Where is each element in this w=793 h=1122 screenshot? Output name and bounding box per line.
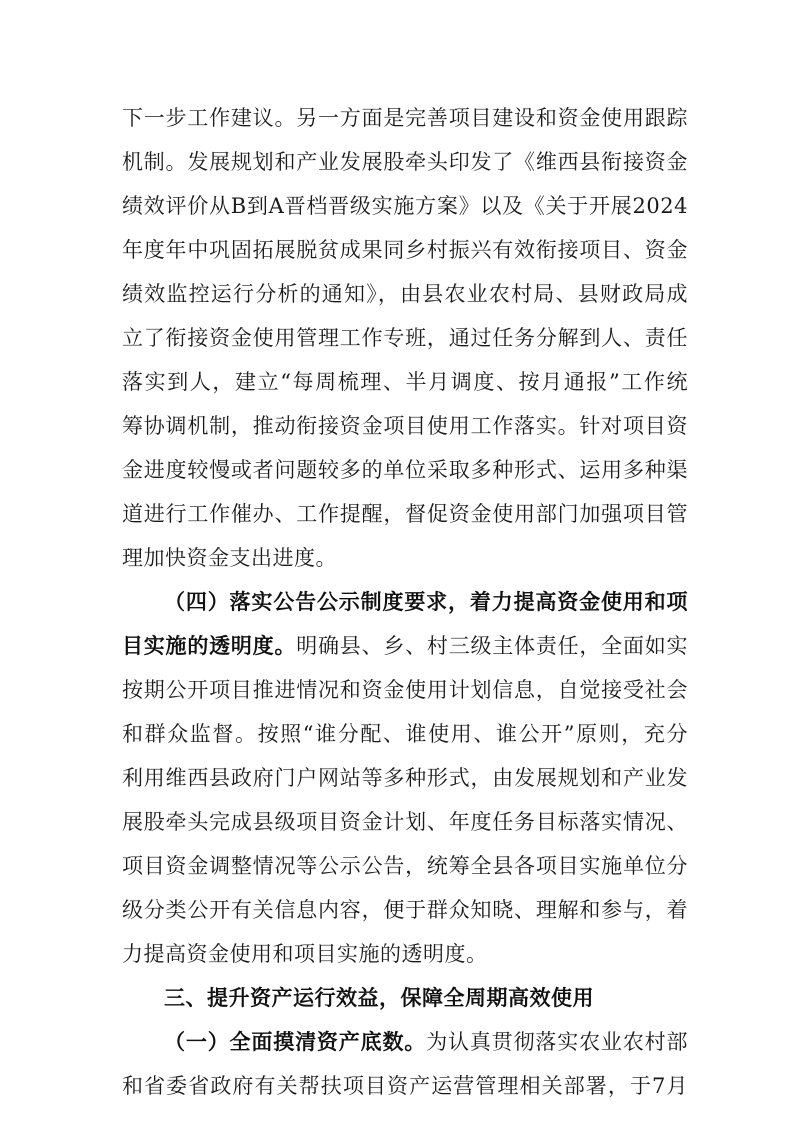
paragraph-line: 金进度较慢或者问题较多的单位采取多种形式、运用多种渠 — [122, 458, 688, 482]
paragraph-line: 绩效评价从B到A晋档晋级实施方案》以及《关于开展2024 — [122, 194, 688, 218]
paragraph-line: 力提高资金使用和项目实施的透明度。 — [122, 942, 488, 966]
paragraph-line: 和群众监督。按照“谁分配、谁使用、谁公开”原则，充分 — [122, 722, 688, 746]
subsection-heading-1: （一）全面摸清资产底数。 — [164, 1030, 427, 1054]
paragraph-line: 立了衔接资金使用管理工作专班，通过任务分解到人、责任 — [122, 326, 688, 350]
paragraph-line: 落实到人，建立“每周梳理、半月调度、按月通报”工作统 — [122, 370, 688, 394]
subsection-heading-4-end: 目实施的透明度。 — [122, 634, 297, 658]
paragraph-text: 为认真贯彻落实农业农村部 — [426, 1030, 689, 1054]
paragraph-text: 明确县、乡、村三级主体责任，全面如实 — [296, 634, 689, 658]
paragraph-line: 级分类公开有关信息内容，便于群众知晓、理解和参与，着 — [122, 898, 688, 922]
paragraph-line: 下一步工作建议。另一方面是完善项目建设和资金使用跟踪 — [122, 106, 688, 130]
paragraph-line: 利用维西县政府门户网站等多种形式，由发展规划和产业发 — [122, 766, 688, 790]
section-heading: 三、提升资产运行效益，保障全周期高效使用 — [164, 986, 594, 1010]
paragraph-line: 绩效监控运行分析的通知》，由县农业农村局、县财政局成 — [122, 282, 688, 306]
paragraph-line: 道进行工作催办、工作提醒，督促资金使用部门加强项目管 — [122, 502, 688, 526]
paragraph-line — [164, 1020, 688, 1064]
paragraph-line: 展股牵头完成县级项目资金计划、年度任务目标落实情况、 — [122, 810, 688, 834]
paragraph-line: 理加快资金支出进度。 — [122, 546, 337, 570]
paragraph-line: 机制。发展规划和产业发展股牵头印发了《维西县衔接资金 — [122, 150, 688, 174]
paragraph-line: 筹协调机制，推动衔接资金项目使用工作落实。针对项目资 — [122, 414, 688, 438]
paragraph-line: 按期公开项目推进情况和资金使用计划信息，自觉接受社会 — [122, 678, 688, 702]
paragraph-line: 项目资金调整情况等公示公告，统筹全县各项目实施单位分 — [122, 854, 688, 878]
paragraph-line: 和省委省政府有关帮扶项目资产运营管理相关部署，于7月 — [122, 1074, 688, 1098]
paragraph-line: 年度年中巩固拓展脱贫成果同乡村振兴有效衔接项目、资金 — [122, 238, 688, 262]
paragraph-line — [122, 624, 688, 668]
subsection-heading-4: （四）落实公告公示制度要求，着力提高资金使用和项 — [164, 590, 688, 614]
